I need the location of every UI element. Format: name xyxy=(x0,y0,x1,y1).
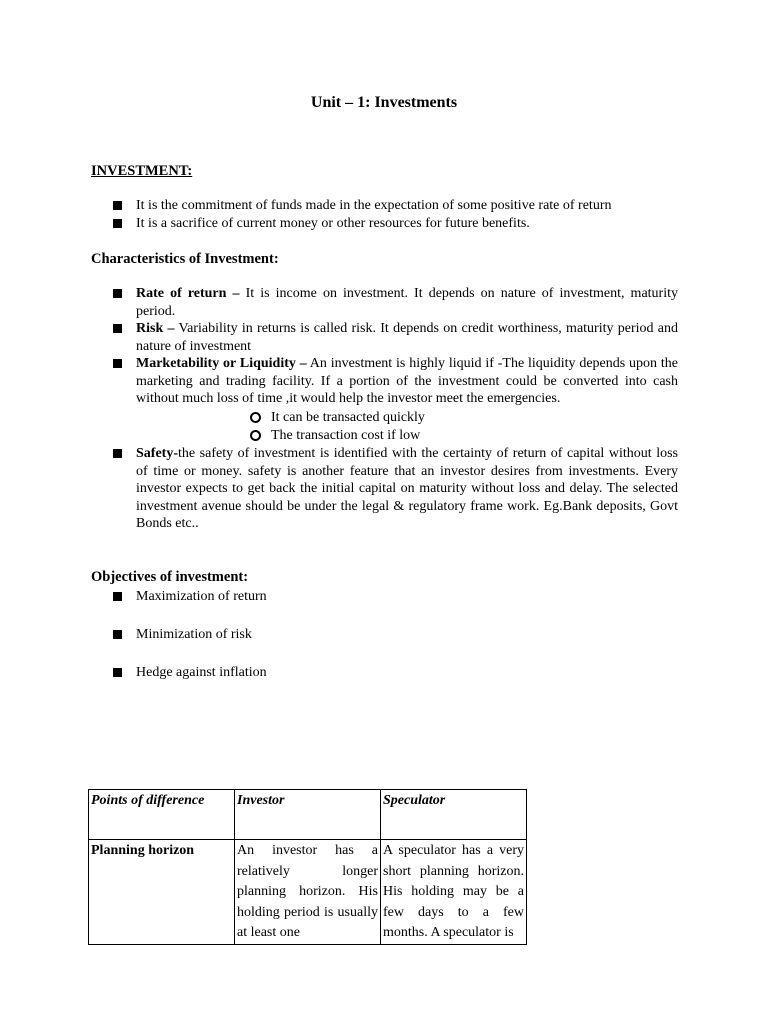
circle-bullet-icon xyxy=(250,412,261,423)
characteristic-term: Risk – xyxy=(136,321,175,336)
table-cell xyxy=(89,840,235,945)
speculator-text: A speculator has a very short planning horizon. His holding may be a few days to a few months. A speculator is xyxy=(383,843,524,940)
square-bullet-icon xyxy=(113,289,122,298)
square-bullet-icon xyxy=(113,592,122,601)
investment-point: It is a sacrifice of current money or other resources for future benefits. xyxy=(136,215,530,231)
subpoint-text: It can be transacted quickly xyxy=(271,410,425,425)
list-item xyxy=(113,445,678,533)
header-cell: Investor xyxy=(235,790,381,840)
characteristic-text: An investment is highly liquid if -The liquidity depends upon the marketing and trading facility. If a portion of the investment could be converted into cash without much loss of time ,it would help the investor meet the emergencies. xyxy=(136,356,678,406)
characteristic-text: Variability in returns is called risk. It depends on credit worthiness, maturity period and nature of investment xyxy=(136,321,679,354)
table-cell xyxy=(381,840,527,945)
liquidity-subpoints xyxy=(250,409,425,444)
characteristics-list xyxy=(113,285,678,408)
objective-text: Maximization of return xyxy=(136,589,267,604)
list-item xyxy=(113,664,678,682)
list-item xyxy=(113,320,678,355)
square-bullet-icon xyxy=(113,359,122,368)
list-item xyxy=(250,409,425,427)
objectives-list xyxy=(113,588,678,682)
table-header-row xyxy=(89,790,527,840)
safety-list xyxy=(113,445,678,533)
list-item xyxy=(113,215,678,233)
objective-text: Minimization of risk xyxy=(136,627,252,642)
investment-point: It is the commitment of funds made in the expectation of some positive rate of return xyxy=(136,198,612,213)
list-item xyxy=(113,588,678,606)
objectives-heading: Objectives of investment: xyxy=(91,569,249,585)
square-bullet-icon xyxy=(113,668,122,677)
investment-heading: INVESTMENT: xyxy=(91,163,193,179)
square-bullet-icon xyxy=(113,630,122,639)
characteristic-term: Marketability or Liquidity – xyxy=(136,356,307,371)
list-item xyxy=(113,197,678,215)
header-cell: Speculator xyxy=(381,790,527,840)
characteristic-text: It is income on investment. It depends on nature of investment, maturity period. xyxy=(136,286,678,319)
list-item xyxy=(113,285,678,320)
square-bullet-icon xyxy=(113,449,122,458)
list-item xyxy=(113,626,678,644)
table-cell xyxy=(235,840,381,945)
list-item xyxy=(250,427,425,445)
point-text: Planning horizon xyxy=(91,843,195,858)
square-bullet-icon xyxy=(113,219,122,228)
circle-bullet-icon xyxy=(250,430,261,441)
characteristics-heading: Characteristics of Investment: xyxy=(91,251,279,267)
comparison-table xyxy=(88,789,527,945)
characteristic-term: Rate of return – xyxy=(136,286,240,301)
investment-definition-list xyxy=(113,197,678,232)
square-bullet-icon xyxy=(113,324,122,333)
header-cell: Points of difference xyxy=(89,790,235,840)
objective-text: Hedge against inflation xyxy=(136,665,267,680)
investor-text: An investor has a relatively longer planning horizon. His holding period is usually at least one xyxy=(237,843,378,940)
subpoint-text: The transaction cost if low xyxy=(271,427,421,443)
list-item xyxy=(113,355,678,408)
square-bullet-icon xyxy=(113,201,122,210)
characteristic-text: the safety of investment is identified with the certainty of return of capital without loss of time or money. safety is another feature that an investor desires from investments. Every investor expects to get back the initial capital on maturity without loss and delay. The selected investment avenue should be under the legal & regulatory frame work. Eg.Bank deposits, Govt Bonds etc.. xyxy=(136,446,678,531)
characteristic-term: Safety- xyxy=(136,446,178,461)
page-title: Unit – 1: Investments xyxy=(310,94,458,111)
table-row xyxy=(89,840,527,945)
